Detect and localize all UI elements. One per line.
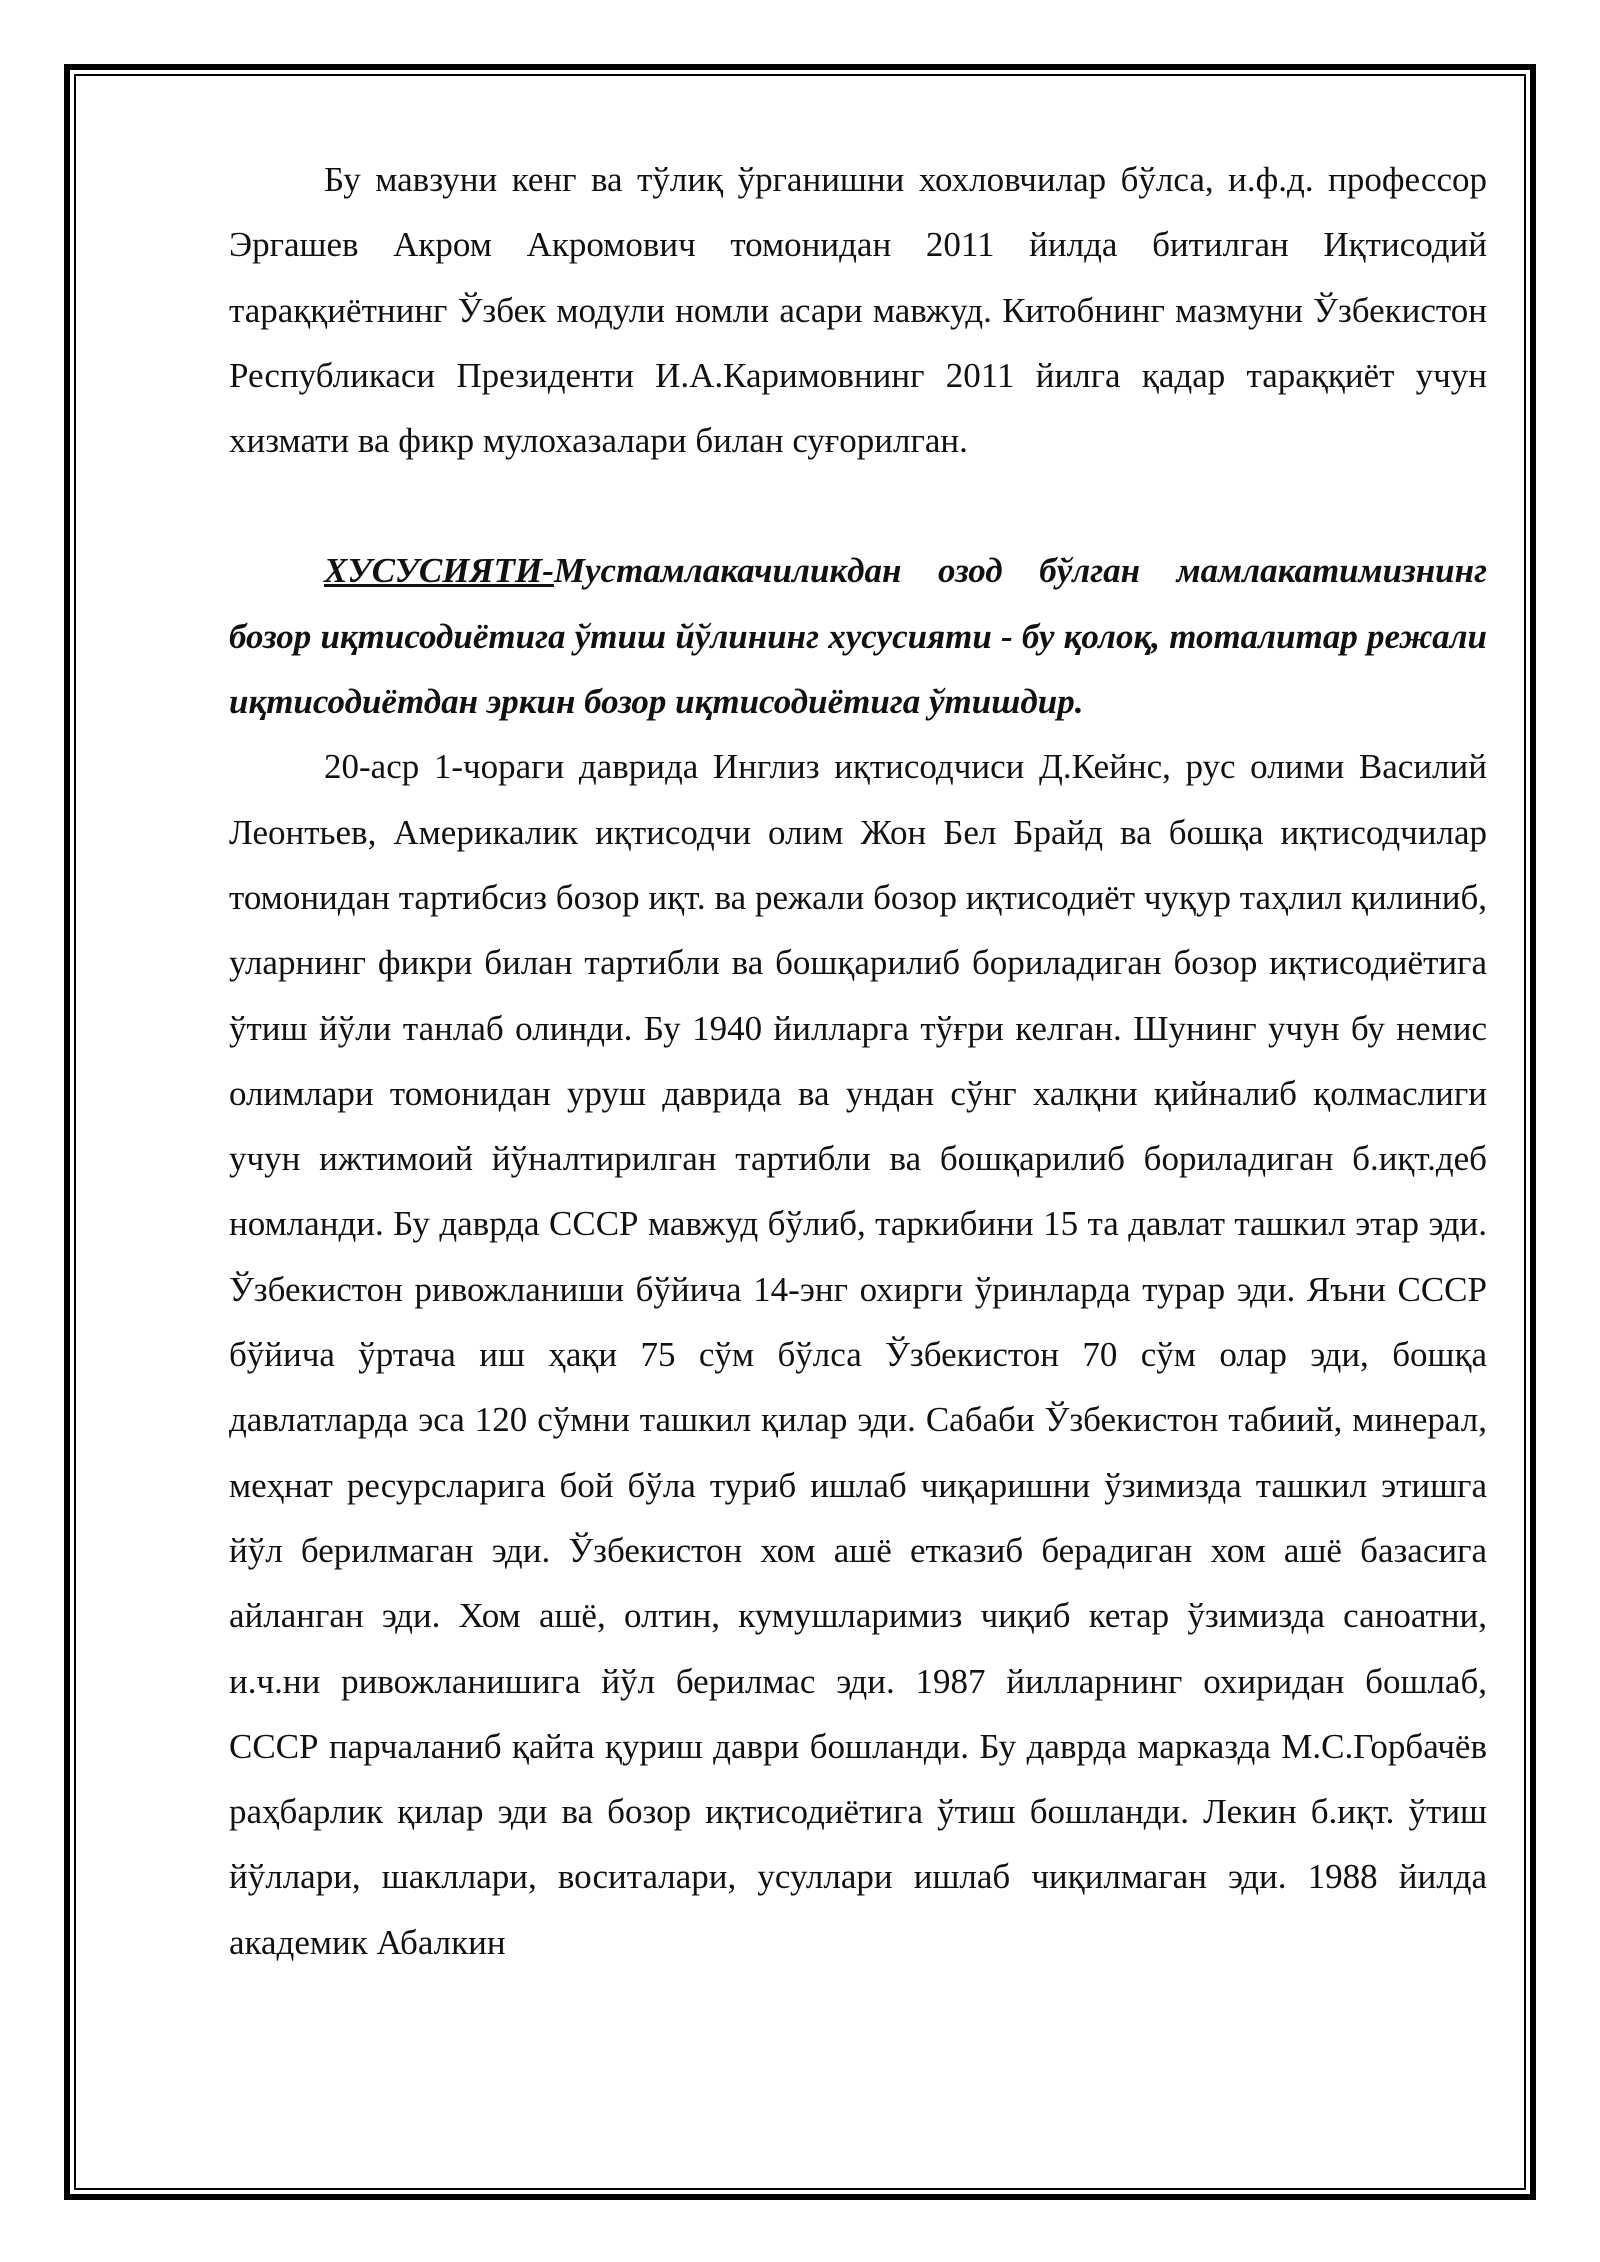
paragraph-intro: Бу мавзуни кенг ва тўлиқ ўрганишни хохловчилар бўлса, и.ф.д. профессор Эргашев Акром Акромович томонидан 2011 йилда битилган Иқтисодий тараққиётнинг Ўзбек модули номли асари мавжуд. Китобнинг мазмуни Ўзбекистон Республикаси Президенти И.А.Каримовнинг 2011 йилга қадар тараққиёт учун хизмати ва фикр мулохазалари билан суғорилган.: [229, 160, 1487, 461]
feature-label: ХУСУСИЯТИ-: [324, 551, 554, 591]
paragraph-main: 20-аср 1-чораги даврида Инглиз иқтисодчиси Д.Кейнс, рус олими Василий Леонтьев, Америкалик иқтисодчи олим Жон Бел Брайд ва бошқа иқтисодчилар томонидан тартибсиз бозор иқт. ва режали бозор иқтисодиёт чуқур таҳлил қилиниб, уларнинг фикри билан тартибли ва бошқарилиб бориладиган бозор иқтисодиётига ўтиш йўли танлаб олинди. Бу 1940 йилларга тўғри келган. Шунинг учун бу немис олимлари томонидан уруш даврида ва ундан сўнг халқни қийналиб қолмаслиги учун ижтимоий йўналтирилган тартибли ва бошқарилиб бориладиган б.иқт.деб номланди. Бу даврда СССР мавжуд бўлиб, таркибини 15 та давлат ташкил этар эди. Ўзбекистон ривожланиши бўйича 14-энг охирги ўринларда турар эди. Яъни СССР бўйича ўртача иш ҳақи 75 сўм бўлса Ўзбекистон 70 сўм олар эди, бошқа давлатларда эса 120 сўмни ташкил қилар эди. Сабаби Ўзбекистон табиий, минерал, меҳнат ресурсларига бой бўла туриб ишлаб чиқаришни ўзимизда ташкил этишга йўл берилмаган эди. Ўзбекистон хом ашё етказиб берадиган хом ашё базасига айланган эди. Хом ашё, олтин, кумушларимиз чиқиб кетар ўзимизда саноатни, и.ч.ни ривожланишига йўл берилмас эди. 1987 йилларнинг охиридан бошлаб, СССР парчаланиб қайта қуриш даври бошланди. Бу даврда марказда М.С.Горбачёв раҳбарлик қилар эди ва бозор иқтисодиётига ўтиш бошланди. Лекин б.иқт. ўтиш йўллари, шакллари, воситалари, усуллари ишлаб чиқилмаган эди. 1988 йилда академик Абалкин: [229, 747, 1487, 1962]
paragraph-spacer: [229, 473, 1487, 538]
document-body: [229, 147, 1487, 1975]
feature-paragraph: [229, 538, 1487, 734]
feature-text: Мустамлакачиликдан озод бўлган мамлакатимизнинг бозор иқтисодиётига ўтиш йўлининг хусусияти - бу қолоқ, тоталитар режали иқтисодиётдан эркин бозор иқтисодиётига ўтишдир.: [229, 551, 1487, 722]
